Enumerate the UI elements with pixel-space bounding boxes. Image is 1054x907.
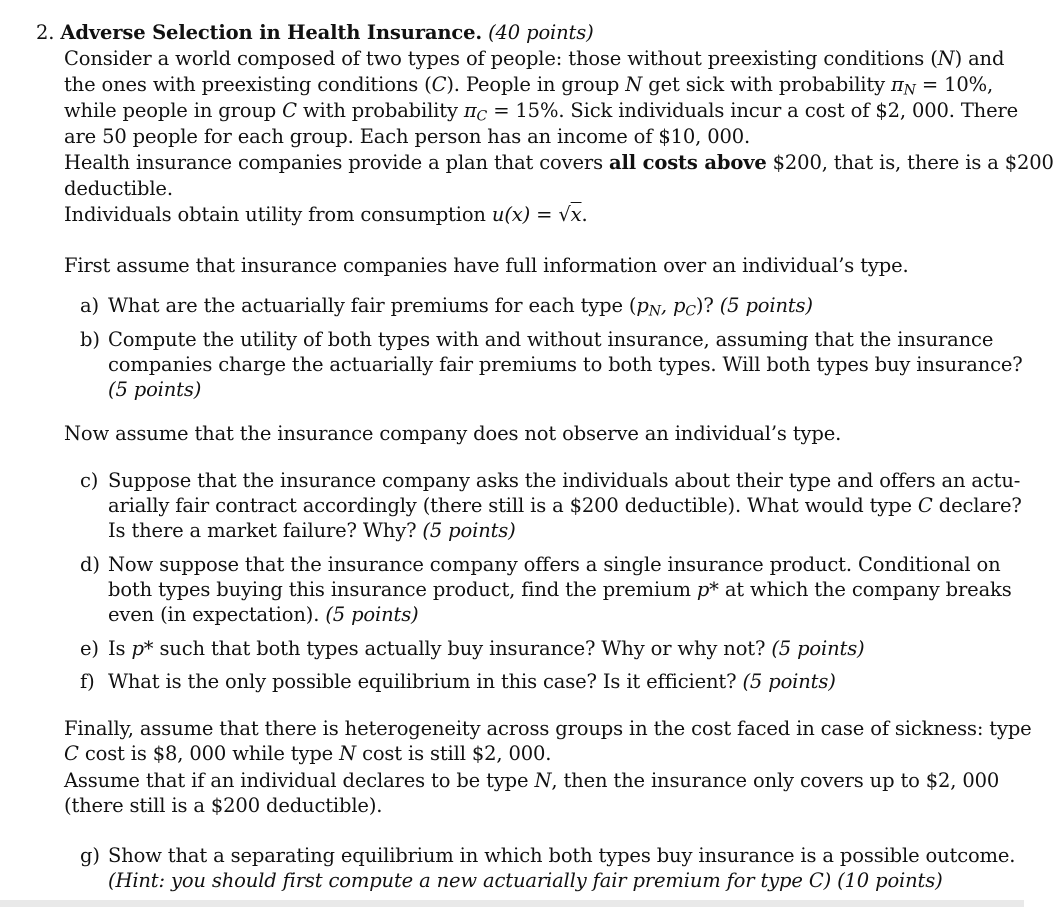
item-d-line-3: even (in expectation). (5 points): [108, 603, 419, 626]
intro-line-3: while people in group C with probability πC = 15%. Sick individuals incur a cost of $2, 000. There: [64, 99, 1019, 125]
item-e-label: e): [80, 637, 99, 660]
intro-line-2: the ones with preexisting conditions (C). People in group N get sick with probability πN = 10%,: [64, 73, 994, 99]
item-a-text: What are the actuarially fair premiums for each type (pN, pC)? (5 points): [108, 294, 813, 320]
item-b-line-1: Compute the utility of both types with and without insurance, assuming that the insurance: [108, 328, 994, 351]
item-f-text: What is the only possible equilibrium in this case? Is it efficient? (5 points): [108, 670, 836, 693]
question-title: Adverse Selection in Health Insurance.: [60, 21, 483, 44]
item-c-label: c): [80, 469, 99, 492]
section-heterogeneous-costs-line-3: Assume that if an individual declares to be type N, then the insurance only covers up to $2, 000: [64, 769, 1000, 792]
item-b-label: b): [80, 328, 100, 351]
item-a-label: a): [80, 294, 99, 317]
item-d-line-2: both types buying this insurance product, find the premium p* at which the company breaks: [108, 578, 1012, 601]
section-heterogeneous-costs-line-4: (there still is a $200 deductible).: [64, 794, 383, 817]
item-c-line-2: arially fair contract accordingly (there still is a $200 deductible). What would type C declare?: [108, 494, 1022, 517]
item-c-line-1: Suppose that the insurance company asks the individuals about their type and offers an actu-: [108, 469, 1021, 492]
section-hidden-information: Now assume that the insurance company does not observe an individual’s type.: [64, 422, 842, 445]
intro-line-1: Consider a world composed of two types of people: those without preexisting conditions (N) and: [64, 47, 1005, 70]
question-number: 2.: [36, 21, 55, 44]
item-c-line-3: Is there a market failure? Why? (5 points): [108, 519, 516, 542]
section-heterogeneous-costs-line-1: Finally, assume that there is heterogeneity across groups in the cost faced in case of sickness: type: [64, 717, 1032, 740]
item-d-label: d): [80, 553, 100, 576]
section-full-information: First assume that insurance companies have full information over an individual’s type.: [64, 254, 909, 277]
item-b-points: (5 points): [108, 378, 202, 401]
question-heading: [36, 20, 594, 46]
item-b-line-2: companies charge the actuarially fair premiums to both types. Will both types buy insurance?: [108, 353, 1023, 376]
item-g-line-2: (Hint: you should first compute a new actuarially fair premium for type C) (10 points): [108, 869, 943, 892]
item-e-text: Is p* such that both types actually buy insurance? Why or why not? (5 points): [108, 637, 865, 660]
item-d-line-1: Now suppose that the insurance company offers a single insurance product. Conditional on: [108, 553, 1001, 576]
page-bottom-edge: [0, 900, 1024, 907]
item-g-line-1: Show that a separating equilibrium in which both types buy insurance is a possible outcome.: [108, 844, 1016, 867]
intro-line-4: are 50 people for each group. Each person has an income of $10, 000.: [64, 125, 751, 148]
intro-line-5: Health insurance companies provide a plan that covers all costs above $200, that is, there is a $200: [64, 151, 1054, 174]
question-points: (40 points): [488, 21, 594, 44]
section-heterogeneous-costs-line-2: C cost is $8, 000 while type N cost is still $2, 000.: [64, 742, 552, 765]
item-g-label: g): [80, 844, 100, 867]
intro-line-6: deductible.: [64, 177, 173, 200]
item-f-label: f): [80, 670, 95, 693]
intro-line-7: Individuals obtain utility from consumption u(x) = √x.: [64, 203, 588, 226]
